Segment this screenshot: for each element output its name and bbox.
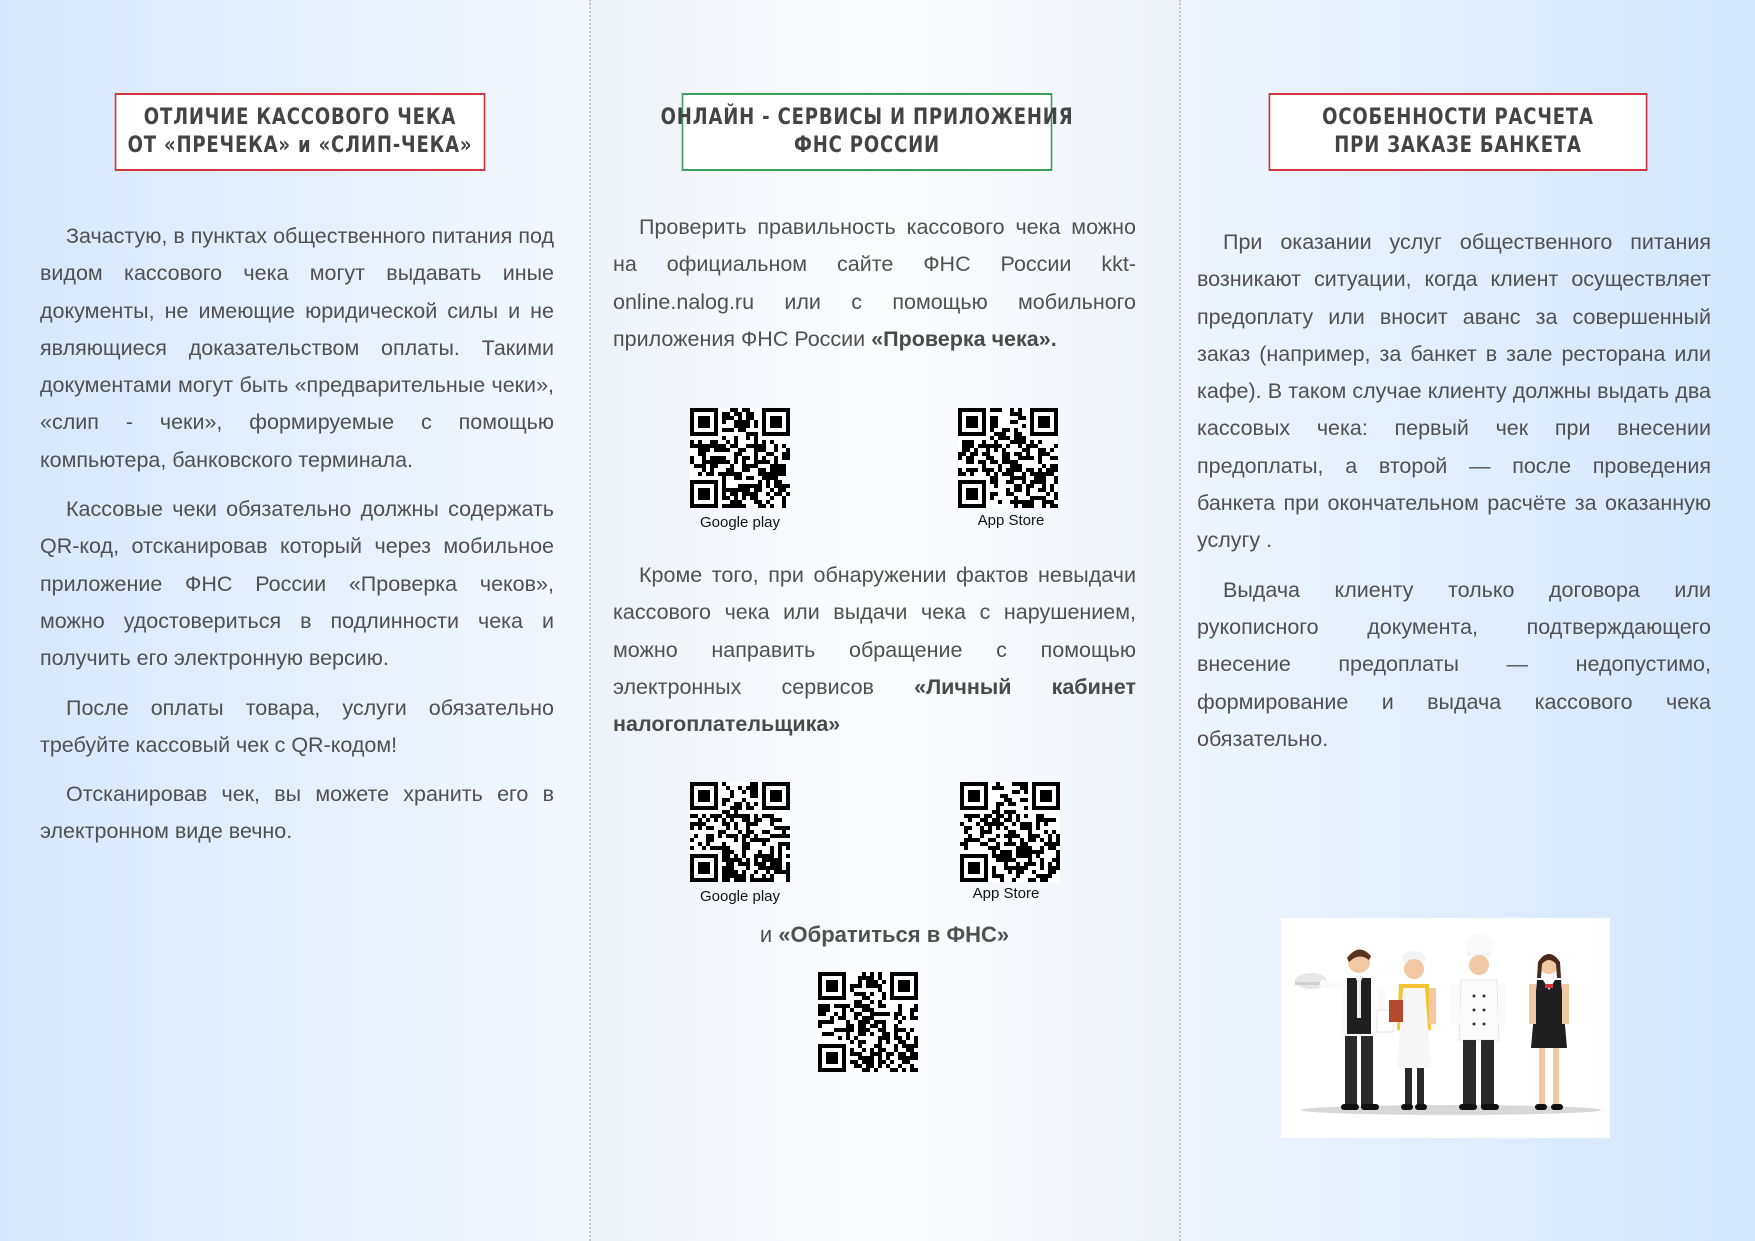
paragraph-text: Проверить правильность кассового чека можно на официальном сайте ФНС России kkt-online.nalog.ru или с помощью мобильного приложения ФНС России [613, 215, 1136, 351]
col1-text [40, 218, 554, 863]
title-banquet-payment [1269, 93, 1648, 171]
title-line: ОТЛИЧИЕ КАССОВОГО ЧЕКА [143, 105, 457, 130]
col2-text-mid [613, 557, 1136, 755]
qr-code-app-store-check [958, 408, 1058, 508]
title-line: ОНЛАЙН - СЕРВИСЫ И ПРИЛОЖЕНИЯ [660, 105, 1074, 130]
paragraph: После оплаты товара, услуги обязательно требуйте кассовый чек с QR-кодом! [40, 695, 554, 757]
restaurant-staff-illustration [1281, 918, 1610, 1138]
paragraph [613, 209, 1136, 358]
title-online-services [660, 93, 1074, 171]
title-line: ФНС РОССИИ [794, 133, 940, 158]
fold-divider-left [589, 0, 591, 1241]
title-line: ОСОБЕННОСТИ РАСЧЕТА [1322, 105, 1594, 130]
note-contact-fns [589, 922, 1180, 948]
qr-label-google-play: Google play [699, 888, 781, 905]
qr-label-app-store: App Store [972, 885, 1040, 902]
title-receipt-difference [115, 93, 486, 171]
qr-label-google-play: Google play [699, 514, 781, 531]
qr-code-app-store-cabinet [960, 782, 1060, 882]
qr-label-app-store: App Store [977, 512, 1045, 529]
qr-code-google-play-cabinet [690, 782, 790, 882]
paragraph: Зачастую, в пунктах общественного питания под видом кассового чека могут выдавать иные документы, не имеющие юридической силы и не являющиеся доказательством оплаты. Такими документами могут быть «предварительные чеки», «слип - чеки», формируемые с помощью компьютера, банковского терминала. [40, 224, 554, 472]
col3-text [1197, 224, 1711, 770]
paragraph: Выдача клиенту только договора или рукописного документа, подтверждающего внесение предоплаты — недопустимо, формирование и выдача кассового чека обязательно. [1197, 577, 1711, 751]
waiter-figure [1295, 949, 1393, 1110]
qr-code-contact-fns [818, 972, 918, 1072]
service-name-cabinet: «Личный кабинет налогоплательщика» [613, 674, 1136, 737]
cook-woman-figure [1389, 951, 1436, 1110]
qr-code-google-play-check [690, 408, 790, 508]
paragraph: Кассовые чеки обязательно должны содержать QR-код, отсканировав который через мобильное приложение ФНС России «Проверка чеков», можно удостовериться в подлинности чека и получить его электронную версию. [40, 497, 554, 671]
chef-man-figure [1451, 934, 1507, 1110]
col2-text-top [613, 209, 1136, 370]
paragraph: Отсканировав чек, вы можете хранить его в электронном виде вечно. [40, 782, 554, 844]
paragraph: При оказании услуг общественного питания возникают ситуации, когда клиент осуществляет предоплату или вносит аванс за совершенный заказ (например, за банкет в зале ресторана или кафе). В таком случае клиенту должны выдать два кассовых чека: первый чек при внесении предоплаты, а второй — после проведения банкета при окончательном расчёте за оказанную услугу . [1197, 230, 1711, 553]
app-name-check: «Проверка чека». [871, 326, 1057, 351]
fold-divider-right [1179, 0, 1181, 1241]
service-name-contact-fns: «Обратиться в ФНС» [778, 922, 1010, 947]
waitress-figure [1529, 954, 1569, 1110]
paragraph-text: Кроме того, при обнаружении фактов невыдачи кассового чека или выдачи чека с нарушением, можно направить обращение с помощью электронных сервисов [613, 563, 1136, 699]
title-line: ПРИ ЗАКАЗЕ БАНКЕТА [1334, 133, 1582, 158]
paragraph [613, 557, 1136, 743]
title-line: ОТ «ПРЕЧЕКА» и «СЛИП-ЧЕКА» [127, 133, 473, 158]
note-prefix: и [759, 922, 773, 947]
